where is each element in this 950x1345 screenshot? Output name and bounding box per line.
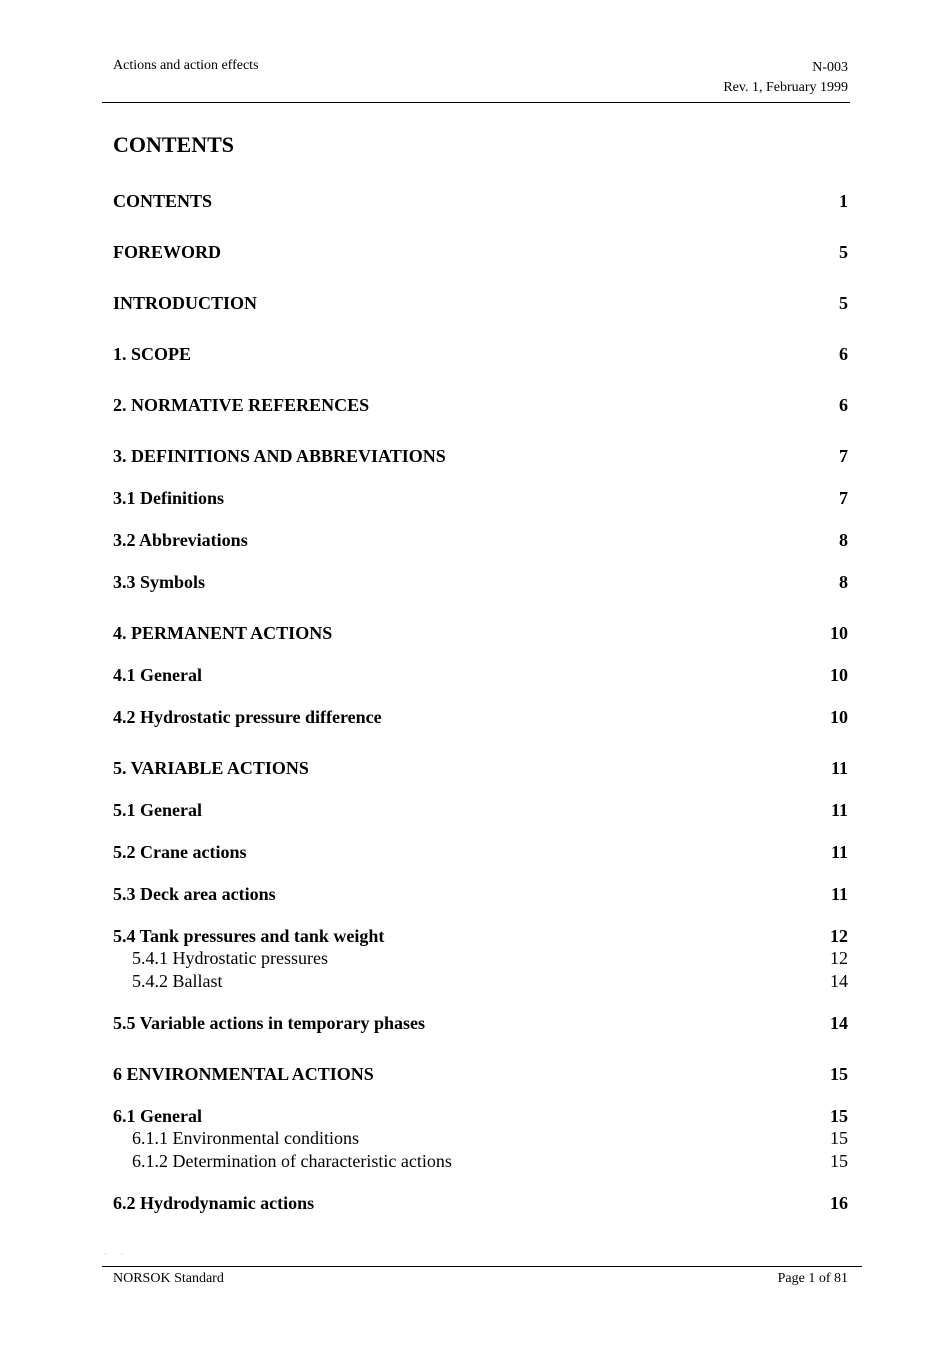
toc-entry[interactable] — [113, 241, 848, 263]
toc-entry-title: 6.1 General — [113, 1106, 202, 1126]
toc-entry[interactable] — [113, 394, 848, 416]
toc-entry-page: 10 — [830, 707, 848, 727]
toc-entry[interactable] — [113, 445, 848, 467]
toc-entry-page: 15 — [830, 1150, 848, 1171]
table-of-contents — [113, 190, 848, 1214]
toc-entry-title: CONTENTS — [113, 191, 213, 211]
toc-entry-title: INTRODUCTION — [113, 293, 258, 313]
toc-entry-title: 6.1.1 Environmental conditions — [132, 1128, 359, 1148]
footer-marks: ·· — [104, 1250, 138, 1259]
header-rule — [102, 102, 850, 103]
toc-entry-title: FOREWORD — [113, 242, 221, 262]
toc-entry[interactable] — [113, 292, 848, 314]
toc-entry[interactable] — [113, 841, 848, 863]
toc-entry-title: 3.1 Definitions — [113, 488, 225, 508]
toc-entry[interactable] — [113, 925, 848, 947]
toc-entry[interactable] — [113, 706, 848, 728]
toc-entry-title: 5.3 Deck area actions — [113, 884, 276, 904]
toc-entry[interactable] — [113, 529, 848, 551]
toc-entry[interactable] — [113, 1127, 848, 1150]
toc-entry-title: 5.1 General — [113, 800, 202, 820]
toc-entry-title: 4.2 Hydrostatic pressure difference — [113, 707, 382, 727]
toc-entry[interactable] — [113, 970, 848, 993]
toc-entry-page: 15 — [830, 1064, 848, 1084]
toc-entry-title: 2. NORMATIVE REFERENCES — [113, 395, 370, 415]
toc-entry-page: 1 — [839, 191, 848, 211]
toc-entry-title: 3.3 Symbols — [113, 572, 206, 592]
toc-entry-page: 14 — [830, 1013, 848, 1033]
toc-entry-title: 5.5 Variable actions in temporary phases — [113, 1013, 426, 1033]
footer-standard-name: NORSOK Standard — [113, 1271, 224, 1286]
toc-entry-page: 11 — [830, 842, 848, 862]
toc-entry-page: 12 — [830, 926, 848, 946]
toc-entry[interactable] — [113, 799, 848, 821]
toc-entry-title: 3. DEFINITIONS AND ABBREVIATIONS — [113, 446, 446, 466]
toc-entry-page: 16 — [830, 1193, 848, 1213]
toc-entry[interactable] — [113, 1150, 848, 1173]
toc-entry-title: 5. VARIABLE ACTIONS — [113, 758, 309, 778]
toc-entry[interactable] — [113, 1063, 848, 1085]
toc-entry[interactable] — [113, 622, 848, 644]
toc-entry[interactable] — [113, 947, 848, 970]
toc-entry-page: 11 — [830, 758, 848, 778]
toc-entry-title: 5.2 Crane actions — [113, 842, 247, 862]
toc-entry-page: 10 — [830, 665, 848, 685]
toc-entry-page: 14 — [830, 970, 848, 991]
toc-entry-title: 4. PERMANENT ACTIONS — [113, 623, 333, 643]
toc-entry-page: 7 — [839, 488, 848, 508]
toc-entry[interactable] — [113, 883, 848, 905]
toc-entry-page: 5 — [839, 293, 848, 313]
toc-entry-title: 1. SCOPE — [113, 344, 192, 364]
toc-entry-title: 6.1.2 Determination of characteristic actions — [132, 1150, 452, 1171]
toc-entry-page: 11 — [830, 800, 848, 820]
header-document-info — [723, 58, 848, 98]
toc-entry[interactable] — [113, 757, 848, 779]
toc-entry-title: 3.2 Abbreviations — [113, 530, 248, 550]
toc-entry-page: 12 — [830, 948, 848, 968]
toc-entry[interactable] — [113, 664, 848, 686]
toc-entry-title: 6.2 Hydrodynamic actions — [113, 1193, 315, 1213]
toc-entry[interactable] — [113, 1105, 848, 1127]
toc-entry-page: 6 — [839, 344, 848, 364]
toc-entry-title: 6 ENVIRONMENTAL ACTIONS — [113, 1064, 374, 1084]
toc-entry[interactable] — [113, 571, 848, 593]
toc-entry-page: 15 — [830, 1106, 848, 1126]
page-title: CONTENTS — [113, 132, 235, 157]
header-doc-number: N-003 — [812, 60, 848, 75]
toc-entry-page: 8 — [839, 572, 848, 592]
toc-entry[interactable] — [113, 1192, 848, 1214]
toc-entry-title: 5.4.1 Hydrostatic pressures — [132, 948, 328, 968]
toc-entry[interactable] — [113, 1012, 848, 1034]
header-revision: Rev. 1, February 1999 — [723, 80, 848, 95]
toc-entry-title: 5.4 Tank pressures and tank weight — [113, 926, 385, 946]
toc-entry-title: 5.4.2 Ballast — [132, 970, 223, 991]
toc-entry-page: 6 — [839, 395, 848, 415]
toc-entry[interactable] — [113, 190, 848, 212]
toc-entry-title: 4.1 General — [113, 665, 202, 685]
header-document-title: Actions and action effects — [113, 58, 259, 73]
footer-rule — [102, 1266, 862, 1267]
toc-entry[interactable] — [113, 343, 848, 365]
toc-entry-page: 11 — [830, 884, 848, 904]
toc-entry-page: 5 — [839, 242, 848, 262]
footer-page-number: Page 1 of 81 — [777, 1271, 848, 1286]
toc-entry-page: 10 — [830, 623, 848, 643]
toc-entry[interactable] — [113, 487, 848, 509]
toc-entry-page: 8 — [839, 530, 848, 550]
toc-entry-page: 7 — [839, 446, 848, 466]
toc-entry-page: 15 — [830, 1128, 848, 1148]
